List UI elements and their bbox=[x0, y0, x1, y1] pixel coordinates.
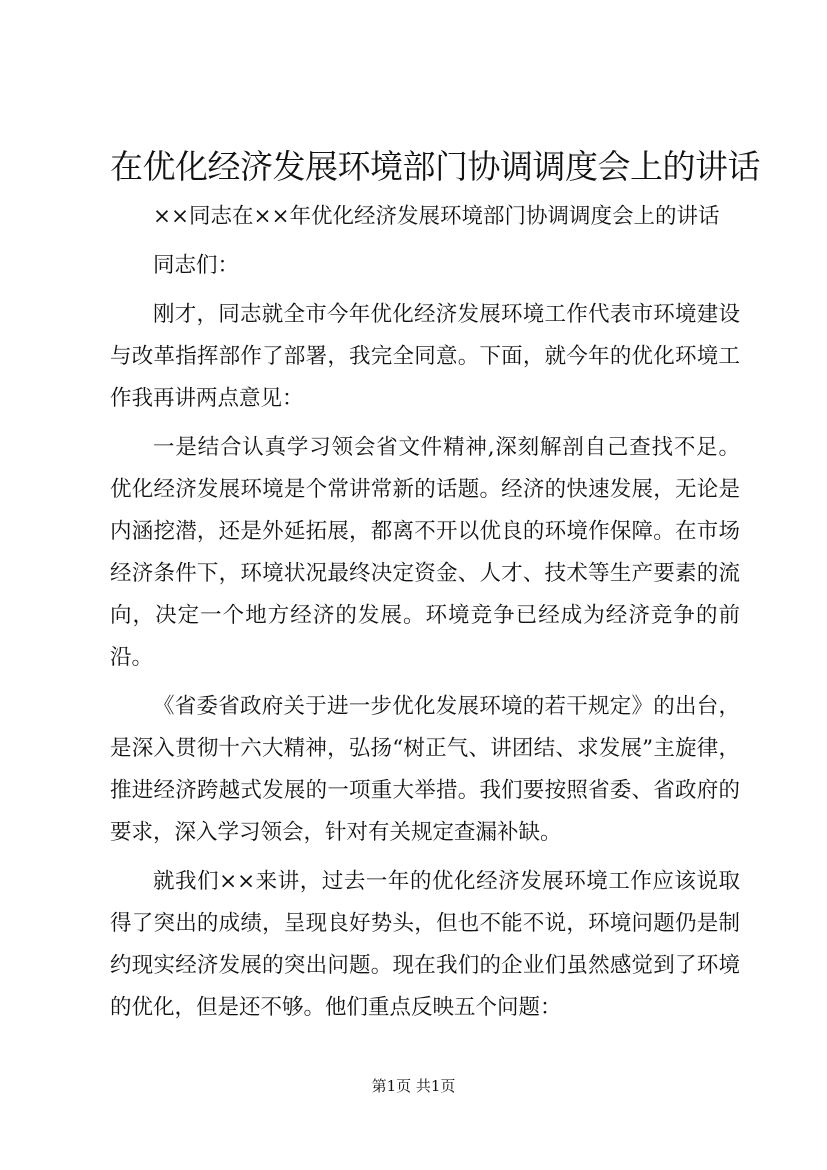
paragraph-provincial-regulation: 《省委省政府关于进一步优化发展环境的若干规定》的出台，是深入贯彻十六大精神，弘扬“树正气、讲团结、求发展”主旋律，推进经济跨越式发展的一项重大举措。我们要按照省委、省政府的要求，深入学习领会，针对有关规定查漏补缺。 bbox=[110, 694, 740, 845]
document-body bbox=[110, 196, 740, 1036]
paragraph-salutation: 同志们： bbox=[153, 253, 240, 278]
paragraph-point-one: 一是结合认真学习领会省文件精神,深刻解剖自己查找不足。优化经济发展环境是个常讲常新的话题。经济的快速发展，无论是内涵挖潜，还是外延拓展，都离不开以优良的环境作保障。在市场经济条件下，环境状况最终决定资金、人才、技术等生产要素的流向，决定一个地方经济的发展。环境竞争已经成为经济竞争的前沿。 bbox=[110, 435, 740, 670]
page-footer: 第1页 共1页 bbox=[371, 1077, 456, 1095]
document-title: 在优化经济发展环境部门协调调度会上的讲话 bbox=[110, 147, 760, 186]
paragraph-local-situation: 就我们××来讲，过去一年的优化经济发展环境工作应该说取得了突出的成绩，呈现良好势头，但也不能不说，环境问题仍是制约现实经济发展的突出问题。现在我们的企业们虽然感觉到了环境的优化，但是还不够。他们重点反映五个问题： bbox=[110, 869, 740, 1020]
paragraph-heading-line: ××同志在××年优化经济发展环境部门协调调度会上的讲话 bbox=[153, 204, 720, 229]
paragraph-intro: 刚才，同志就全市今年优化经济发展环境工作代表市环境建设与改革指挥部作了部署，我完全同意。下面，就今年的优化环境工作我再讲两点意见： bbox=[110, 302, 740, 411]
